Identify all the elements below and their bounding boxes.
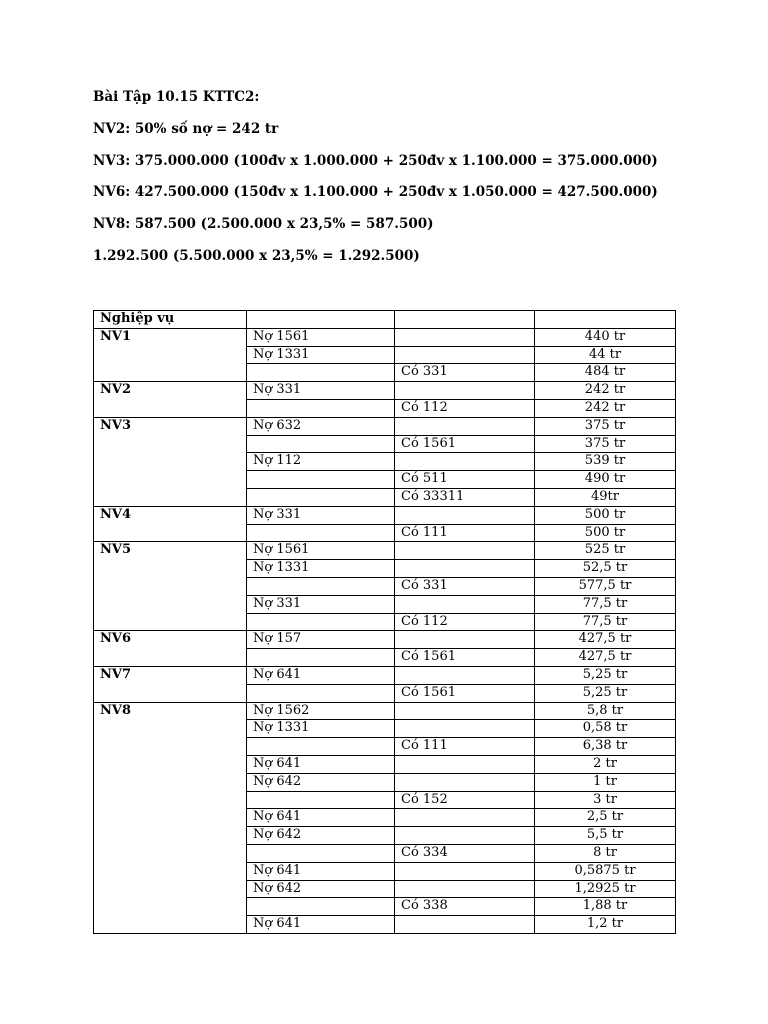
document-title: Bài Tập 10.15 KTTC2: [93, 89, 260, 105]
amount-cell: 52,5 tr [535, 560, 676, 578]
amount-cell: 5,25 tr [535, 684, 676, 702]
debit-account-cell [247, 577, 395, 595]
table-row [94, 809, 676, 827]
credit-account-cell [395, 862, 535, 880]
debit-account-cell: Nợ 157 [247, 631, 395, 649]
note-line: 1.292.500 (5.500.000 x 23,5% = 1.292.500) [93, 248, 420, 264]
amount-cell: 77,5 tr [535, 595, 676, 613]
amount-cell: 427,5 tr [535, 631, 676, 649]
amount-cell: 375 tr [535, 435, 676, 453]
debit-account-cell: Nợ 641 [247, 666, 395, 684]
note-line: NV8: 587.500 (2.500.000 x 23,5% = 587.500) [93, 216, 434, 232]
table-row [94, 649, 676, 667]
operation-cell [94, 827, 247, 845]
amount-cell: 49tr [535, 488, 676, 506]
debit-account-cell: Nợ 642 [247, 827, 395, 845]
table-row [94, 542, 676, 560]
amount-cell: 375 tr [535, 417, 676, 435]
credit-account-cell [395, 453, 535, 471]
debit-account-cell: Nợ 632 [247, 417, 395, 435]
header-cell [247, 311, 395, 329]
credit-account-cell: Có 152 [395, 791, 535, 809]
table-row [94, 364, 676, 382]
table-row [94, 560, 676, 578]
amount-cell: 77,5 tr [535, 613, 676, 631]
operation-cell: NV5 [94, 542, 247, 560]
debit-account-cell [247, 399, 395, 417]
credit-account-cell [395, 506, 535, 524]
credit-account-cell [395, 595, 535, 613]
credit-account-cell [395, 631, 535, 649]
table-row [94, 595, 676, 613]
table-row [94, 773, 676, 791]
debit-account-cell: Nợ 641 [247, 862, 395, 880]
operation-cell: NV3 [94, 417, 247, 435]
amount-cell: 2 tr [535, 755, 676, 773]
credit-account-cell: Có 334 [395, 844, 535, 862]
operation-cell [94, 471, 247, 489]
table-row [94, 399, 676, 417]
debit-account-cell [247, 844, 395, 862]
credit-account-cell [395, 916, 535, 934]
operation-cell [94, 364, 247, 382]
table-row [94, 417, 676, 435]
amount-cell: 5,5 tr [535, 827, 676, 845]
amount-cell: 0,58 tr [535, 720, 676, 738]
operation-cell [94, 755, 247, 773]
credit-account-cell [395, 720, 535, 738]
debit-account-cell: Nợ 1331 [247, 560, 395, 578]
amount-cell: 8 tr [535, 844, 676, 862]
credit-account-cell: Có 112 [395, 399, 535, 417]
table-row [94, 720, 676, 738]
amount-cell: 490 tr [535, 471, 676, 489]
table-row [94, 880, 676, 898]
operation-cell [94, 399, 247, 417]
debit-account-cell [247, 364, 395, 382]
debit-account-cell [247, 613, 395, 631]
credit-account-cell: Có 1561 [395, 649, 535, 667]
debit-account-cell: Nợ 331 [247, 506, 395, 524]
debit-account-cell [247, 791, 395, 809]
debit-account-cell [247, 471, 395, 489]
credit-account-cell [395, 560, 535, 578]
debit-account-cell [247, 738, 395, 756]
debit-account-cell: Nợ 641 [247, 755, 395, 773]
credit-account-cell [395, 666, 535, 684]
operation-cell [94, 613, 247, 631]
table-row [94, 453, 676, 471]
credit-account-cell: Có 331 [395, 577, 535, 595]
table-row [94, 471, 676, 489]
operation-cell [94, 453, 247, 471]
table-row [94, 684, 676, 702]
operation-cell [94, 880, 247, 898]
credit-account-cell: Có 331 [395, 364, 535, 382]
credit-account-cell [395, 880, 535, 898]
credit-account-cell [395, 827, 535, 845]
credit-account-cell [395, 417, 535, 435]
operation-cell [94, 738, 247, 756]
operation-cell [94, 595, 247, 613]
operation-cell: NV2 [94, 382, 247, 400]
table-row [94, 791, 676, 809]
credit-account-cell [395, 755, 535, 773]
operation-cell: NV4 [94, 506, 247, 524]
note-line: NV2: 50% số nợ = 242 tr [93, 121, 279, 137]
table-row [94, 827, 676, 845]
amount-cell: 242 tr [535, 399, 676, 417]
debit-account-cell: Nợ 1562 [247, 702, 395, 720]
table-row [94, 435, 676, 453]
amount-cell: 5,8 tr [535, 702, 676, 720]
debit-account-cell: Nợ 641 [247, 916, 395, 934]
debit-account-cell: Nợ 112 [247, 453, 395, 471]
table-row [94, 738, 676, 756]
credit-account-cell [395, 346, 535, 364]
amount-cell: 427,5 tr [535, 649, 676, 667]
amount-cell: 6,38 tr [535, 738, 676, 756]
operation-cell [94, 560, 247, 578]
operation-cell [94, 898, 247, 916]
amount-cell: 1 tr [535, 773, 676, 791]
debit-account-cell [247, 649, 395, 667]
amount-cell: 1,2925 tr [535, 880, 676, 898]
debit-account-cell: Nợ 642 [247, 880, 395, 898]
table-row [94, 844, 676, 862]
credit-account-cell: Có 338 [395, 898, 535, 916]
table-row [94, 631, 676, 649]
amount-cell: 1,2 tr [535, 916, 676, 934]
table-row [94, 613, 676, 631]
amount-cell: 242 tr [535, 382, 676, 400]
debit-account-cell [247, 684, 395, 702]
operation-cell [94, 435, 247, 453]
debit-account-cell: Nợ 641 [247, 809, 395, 827]
credit-account-cell [395, 328, 535, 346]
table-row [94, 916, 676, 934]
operation-cell [94, 862, 247, 880]
debit-account-cell [247, 488, 395, 506]
table-row [94, 524, 676, 542]
credit-account-cell [395, 809, 535, 827]
journal-entry-table [93, 310, 676, 934]
amount-cell: 2,5 tr [535, 809, 676, 827]
table-row [94, 328, 676, 346]
operation-cell: NV7 [94, 666, 247, 684]
credit-account-cell: Có 111 [395, 524, 535, 542]
table-row [94, 506, 676, 524]
credit-account-cell [395, 702, 535, 720]
amount-cell: 577,5 tr [535, 577, 676, 595]
note-line: NV3: 375.000.000 (100đv x 1.000.000 + 250đv x 1.100.000 = 375.000.000) [93, 153, 658, 169]
operation-cell [94, 844, 247, 862]
operation-cell [94, 809, 247, 827]
operation-cell [94, 577, 247, 595]
operation-cell [94, 488, 247, 506]
credit-account-cell: Có 33311 [395, 488, 535, 506]
amount-cell: 1,88 tr [535, 898, 676, 916]
credit-account-cell: Có 1561 [395, 435, 535, 453]
amount-cell: 3 tr [535, 791, 676, 809]
debit-account-cell: Nợ 1331 [247, 346, 395, 364]
table-row [94, 702, 676, 720]
debit-account-cell [247, 524, 395, 542]
amount-cell: 525 tr [535, 542, 676, 560]
debit-account-cell [247, 898, 395, 916]
table-row [94, 382, 676, 400]
amount-cell: 5,25 tr [535, 666, 676, 684]
credit-account-cell [395, 542, 535, 560]
table-header-row [94, 311, 676, 329]
credit-account-cell: Có 1561 [395, 684, 535, 702]
amount-cell: 0,5875 tr [535, 862, 676, 880]
amount-cell: 500 tr [535, 524, 676, 542]
operation-cell [94, 720, 247, 738]
header-cell [535, 311, 676, 329]
debit-account-cell: Nợ 1561 [247, 542, 395, 560]
amount-cell: 500 tr [535, 506, 676, 524]
amount-cell: 440 tr [535, 328, 676, 346]
credit-account-cell: Có 112 [395, 613, 535, 631]
debit-account-cell: Nợ 1561 [247, 328, 395, 346]
credit-account-cell: Có 511 [395, 471, 535, 489]
operation-cell [94, 649, 247, 667]
credit-account-cell: Có 111 [395, 738, 535, 756]
credit-account-cell [395, 773, 535, 791]
table-row [94, 577, 676, 595]
operation-cell [94, 791, 247, 809]
header-cell: Nghiệp vụ [94, 311, 247, 329]
amount-cell: 484 tr [535, 364, 676, 382]
note-line: NV6: 427.500.000 (150đv x 1.100.000 + 250đv x 1.050.000 = 427.500.000) [93, 184, 658, 200]
table-row [94, 488, 676, 506]
operation-cell [94, 684, 247, 702]
operation-cell: NV8 [94, 702, 247, 720]
table-row [94, 898, 676, 916]
header-cell [395, 311, 535, 329]
amount-cell: 539 tr [535, 453, 676, 471]
table-row [94, 666, 676, 684]
credit-account-cell [395, 382, 535, 400]
operation-cell: NV6 [94, 631, 247, 649]
debit-account-cell: Nợ 331 [247, 595, 395, 613]
operation-cell: NV1 [94, 328, 247, 346]
debit-account-cell [247, 435, 395, 453]
operation-cell [94, 346, 247, 364]
table-row [94, 346, 676, 364]
debit-account-cell: Nợ 642 [247, 773, 395, 791]
amount-cell: 44 tr [535, 346, 676, 364]
operation-cell [94, 524, 247, 542]
debit-account-cell: Nợ 1331 [247, 720, 395, 738]
debit-account-cell: Nợ 331 [247, 382, 395, 400]
operation-cell [94, 916, 247, 934]
table-row [94, 862, 676, 880]
table-row [94, 755, 676, 773]
operation-cell [94, 773, 247, 791]
